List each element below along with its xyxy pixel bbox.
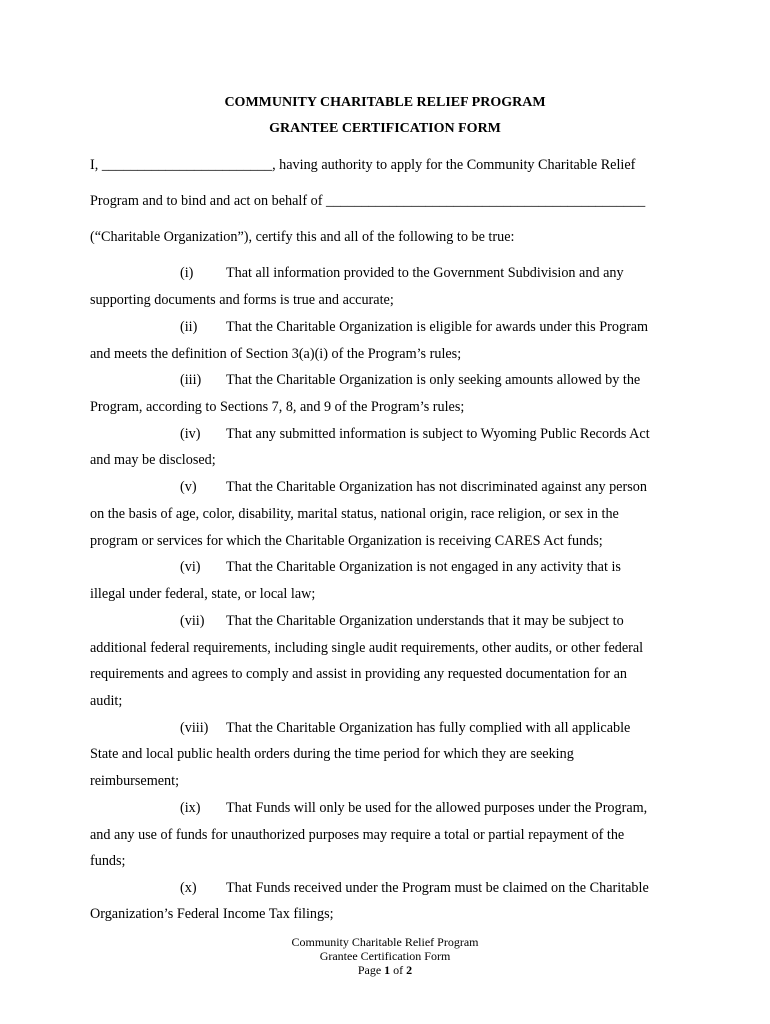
item-text: That the Charitable Organization is only seeking amounts allowed by the: [226, 372, 641, 388]
of-word: of: [393, 963, 404, 977]
item-ix-first: [180, 800, 647, 817]
item-number: (iv): [180, 426, 201, 442]
page-word: Page: [357, 963, 382, 977]
form-subtitle: GRANTEE CERTIFICATION FORM: [269, 121, 501, 136]
item-text: That any submitted information is subject to Wyoming Public Records Act: [226, 426, 650, 442]
item-vi-first: [180, 559, 621, 576]
item-number: (ix): [180, 800, 201, 816]
item-text: That the Charitable Organization has not discriminated against any person: [226, 479, 647, 495]
item-text: That the Charitable Organization is not engaged in any activity that is: [226, 559, 621, 575]
item-x-cont-1: Organization’s Federal Income Tax filings;: [90, 906, 334, 922]
item-text: That Funds will only be used for the allowed purposes under the Program,: [226, 800, 648, 816]
page-current: 1: [384, 963, 391, 977]
item-ii-cont-1: and meets the definition of Section 3(a)(i) of the Program’s rules;: [90, 346, 462, 362]
item-viii-first: [180, 720, 630, 737]
item-i-cont-1: supporting documents and forms is true and accurate;: [90, 292, 394, 308]
intro-line-3: (“Charitable Organization”), certify this and all of the following to be true:: [90, 229, 515, 245]
item-ix-cont-2: funds;: [90, 853, 126, 869]
footer-form: Grantee Certification Form: [319, 949, 451, 963]
item-text: That the Charitable Organization understands that it may be subject to: [226, 613, 624, 629]
item-v-cont-2: program or services for which the Charitable Organization is receiving CARES Act funds;: [90, 533, 603, 549]
item-text: That Funds received under the Program must be claimed on the Charitable: [226, 880, 649, 896]
item-v-first: [180, 479, 647, 496]
item-vi-cont-1: illegal under federal, state, or local law;: [90, 586, 316, 602]
item-vii-cont-3: audit;: [90, 693, 123, 709]
item-v-cont-1: on the basis of age, color, disability, marital status, national origin, race religion, or sex in the: [90, 506, 619, 522]
item-iii-cont-1: Program, according to Sections 7, 8, and 9 of the Program’s rules;: [90, 399, 465, 415]
item-x-first: [180, 880, 649, 897]
item-iv-cont-1: and may be disclosed;: [90, 452, 216, 468]
item-number: (v): [180, 479, 197, 495]
item-number: (vii): [180, 613, 205, 629]
item-ix-cont-1: and any use of funds for unauthorized purposes may require a total or partial repayment of the: [90, 827, 625, 843]
form-title: COMMUNITY CHARITABLE RELIEF PROGRAM: [224, 95, 546, 110]
item-text: That the Charitable Organization is eligible for awards under this Program: [226, 319, 649, 335]
intro-line-1: I, ________________________, having authority to apply for the Community Charitable Relief: [90, 157, 636, 173]
item-text: That all information provided to the Government Subdivision and any: [226, 265, 624, 281]
item-number: (ii): [180, 319, 198, 335]
item-number: (iii): [180, 372, 202, 388]
page-total: 2: [406, 963, 413, 977]
item-iii-first: [180, 372, 640, 389]
item-number: (x): [180, 880, 197, 896]
item-vii-cont-1: additional federal requirements, including single audit requirements, other audits, or other federal: [90, 640, 644, 656]
footer-program: Community Charitable Relief Program: [291, 935, 479, 949]
item-number: (i): [180, 265, 194, 281]
intro-line-2: Program and to bind and act on behalf of _____________________________________________: [90, 193, 646, 209]
item-text: That the Charitable Organization has fully complied with all applicable: [226, 720, 631, 736]
item-vii-cont-2: requirements and agrees to comply and assist in providing any requested documentation for an: [90, 666, 628, 682]
item-number: (viii): [180, 720, 209, 736]
footer-page-number: [0, 963, 770, 977]
item-i-first: [180, 265, 624, 282]
item-viii-cont-2: reimbursement;: [90, 773, 180, 789]
item-number: (vi): [180, 559, 201, 575]
item-vii-first: [180, 613, 624, 630]
item-ii-first: [180, 319, 648, 336]
item-viii-cont-1: State and local public health orders during the time period for which they are seeking: [90, 746, 574, 762]
item-iv-first: [180, 426, 650, 443]
